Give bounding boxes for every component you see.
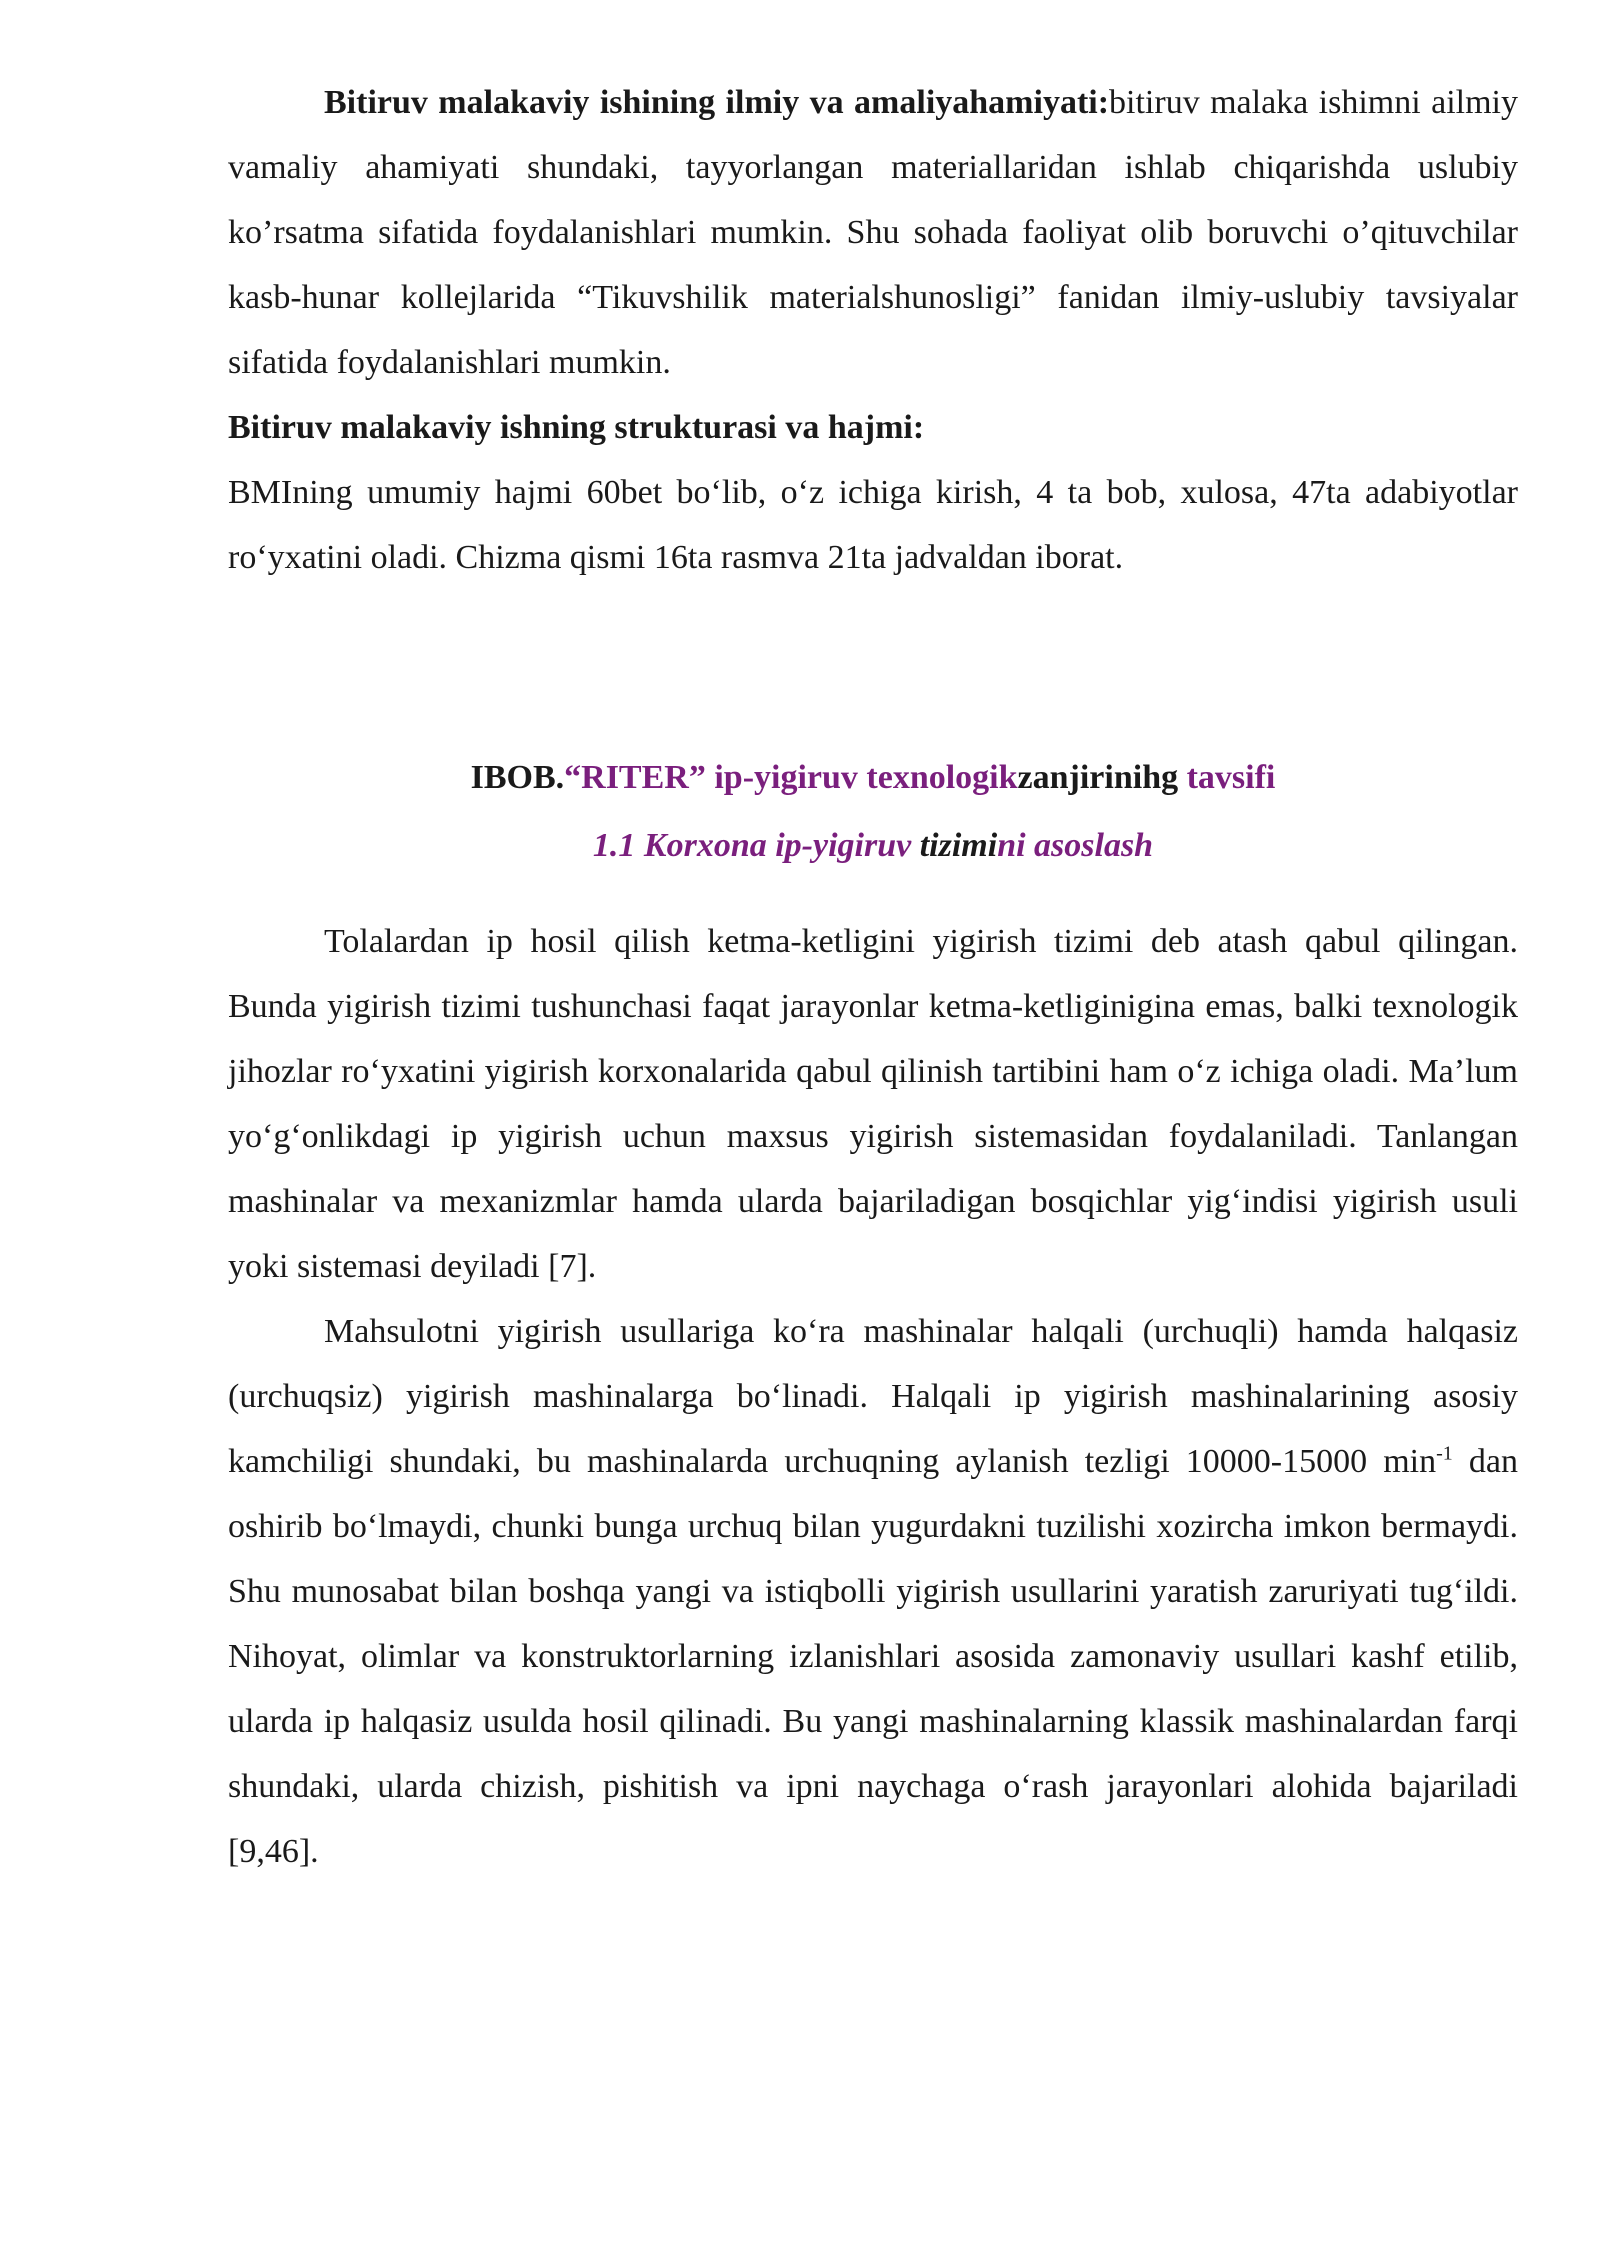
section-title-part3: ni asoslash <box>997 827 1154 864</box>
spacer <box>228 590 1518 755</box>
exponent: -1 <box>1436 1442 1453 1465</box>
document-page <box>228 70 1518 1884</box>
section-title <box>228 823 1518 869</box>
chapter-title-part2: zanjirinihg <box>1017 759 1187 796</box>
significance-text: bitiruv malaka ishimni ailmiy vamaliy ahamiyati shundaki, tayyorlangan materiallaridan ishlab chiqarishda uslubiy ko’rsatma sifatida foydalanishlari mumkin. Shu sohada faoliyat olib boruvchi o’qituvchilar kasb-hunar kollejlarida “Tikuvshilik materialshunosligi” fanidan ilmiy-uslubiy tavsiyalar sifatida foydalanishlari mumkin. <box>228 84 1518 381</box>
body-paragraph-2-part-a: Mahsulotni yigirish usullariga ko‘ra mashinalar halqali (urchuqli) hamda halqasiz (urchuqsiz) yigirish mashinalarga bo‘linadi. Halqali ip yigirish mashinalarining asosiy kamchiligi shundaki, bu mashinalarda urchuqning aylanish tezligi 10000-15000 min <box>228 1313 1518 1480</box>
significance-paragraph <box>228 70 1518 395</box>
section-title-part2: tizimi <box>919 827 998 864</box>
chapter-title <box>228 755 1518 801</box>
chapter-title-part3: tavsifi <box>1186 759 1276 796</box>
structure-paragraph: BMIning umumiy hajmi 60bet bo‘lib, o‘z ichiga kirish, 4 ta bob, xulosa, 47ta adabiyotlar ro‘yxatini oladi. Chizma qismi 16ta rasmva 21ta jadvaldan iborat. <box>228 474 1518 576</box>
spacer <box>228 801 1518 823</box>
spacer <box>228 869 1518 909</box>
chapter-title-part1: “RITER” ip-yigiruv texnologik <box>564 759 1018 796</box>
section-title-part1: 1.1 Korxona ip-yigiruv <box>592 827 920 864</box>
chapter-prefix: IBOB. <box>470 759 565 796</box>
body-paragraph-2 <box>228 1299 1518 1884</box>
significance-label: Bitiruv malakaviy ishining ilmiy va amaliyahamiyati: <box>324 84 1110 121</box>
body-paragraph-1: Tolalardan ip hosil qilish ketma-ketligini yigirish tizimi deb atash qabul qilingan. Bunda yigirish tizimi tushunchasi faqat jarayonlar ketma-ketliginigina emas, balki texnologik jihozlar ro‘yxatini yigirish korxonalarida qabul qilinish tartibini ham o‘z ichiga oladi. Ma’lum yo‘g‘onlikdagi ip yigirish uchun maxsus yigirish sistemasidan foydalaniladi. Tanlangan mashinalar va mexanizmlar hamda ularda bajariladigan bosqichlar yig‘indisi yigirish usuli yoki sistemasi deyiladi [7]. <box>228 923 1518 1285</box>
body-paragraph-2-part-b: dan oshirib bo‘lmaydi, chunki bunga urchuq bilan yugurdakni tuzilishi xozircha imkon bermaydi. Shu munosabat bilan boshqa yangi va istiqbolli yigirish usullarini yaratish zaruriyati tug‘ildi. Nihoyat, olimlar va konstruktorlarning izlanishlari asosida zamonaviy usullari kashf etilib, ularda ip halqasiz usulda hosil qilinadi. Bu yangi mashinalarning klassik mashinalardan farqi shundaki, ularda chizish, pishitish va ipni naychaga o‘rash jarayonlari alohida bajariladi [9,46]. <box>228 1443 1518 1870</box>
structure-heading: Bitiruv malakaviy ishning strukturasi va hajmi: <box>228 409 925 446</box>
